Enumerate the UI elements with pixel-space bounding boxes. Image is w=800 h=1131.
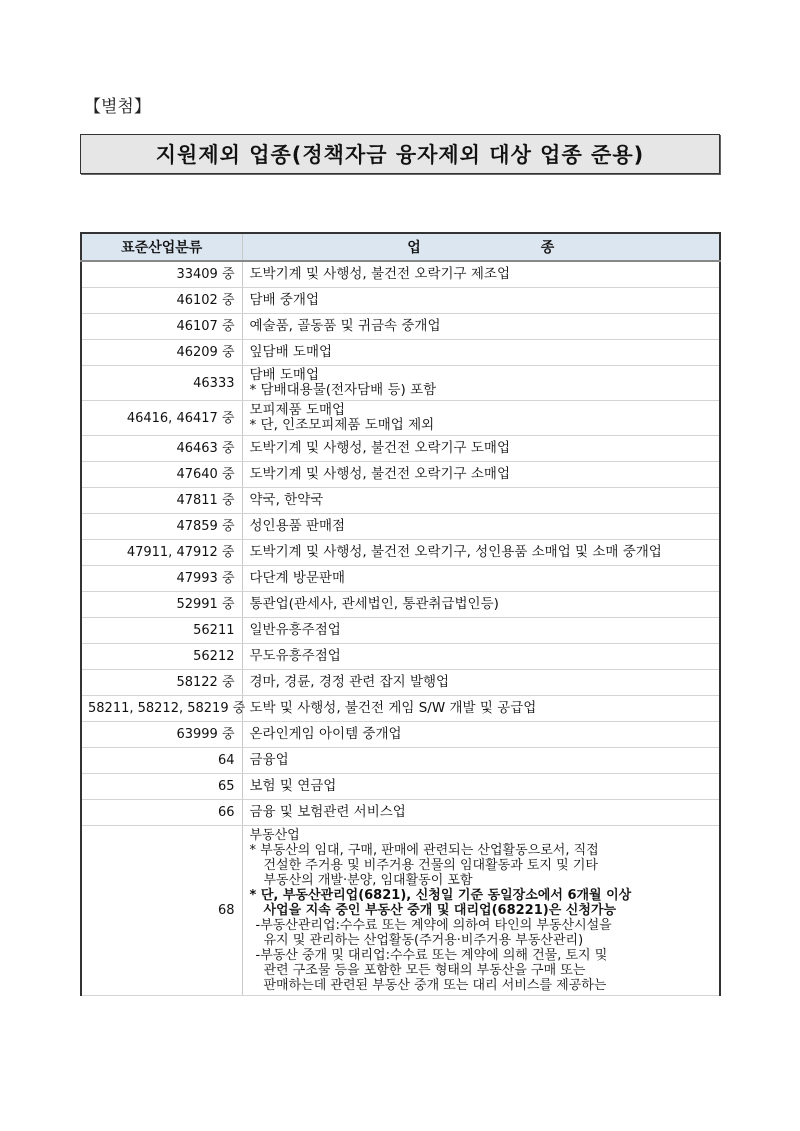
table-row bbox=[81, 288, 720, 314]
table-row bbox=[81, 644, 720, 670]
industry-code-cell: 47640 중 bbox=[81, 462, 242, 488]
table-row bbox=[81, 592, 720, 618]
industry-code-cell: 47911, 47912 중 bbox=[81, 540, 242, 566]
industry-description-cell bbox=[242, 774, 720, 800]
industry-description-cell bbox=[242, 618, 720, 644]
industry-description-cell bbox=[242, 826, 720, 996]
industry-note: 부동산의 개발·분양, 임대활동이 포함 bbox=[263, 873, 473, 888]
table-row bbox=[81, 261, 720, 288]
industry-code-cell: 56212 bbox=[81, 644, 242, 670]
industry-code-cell: 46463 중 bbox=[81, 436, 242, 462]
industry-description-cell bbox=[242, 722, 720, 748]
industry-exception-note: 사업을 지속 중인 부동산 중개 및 대리업(68221)은 신청가능 bbox=[263, 903, 617, 918]
table-row bbox=[81, 514, 720, 540]
industry-name: 도박기계 및 사행성, 불건전 오락기구 도매업 bbox=[249, 440, 510, 456]
industry-definition: 유지 및 관리하는 산업활동(주거용·비주거용 부동산관리) bbox=[263, 933, 584, 948]
header-industry-part2: 종 bbox=[540, 240, 555, 256]
industry-exception-note: * 단, 부동산관리업(6821), 신청일 기준 동일장소에서 6개월 이상 bbox=[249, 888, 632, 903]
industry-note: * 단, 인조모피제품 도매업 제외 bbox=[249, 417, 435, 433]
industry-name: 도박 및 사행성, 불건전 게임 S/W 개발 및 공급업 bbox=[249, 700, 537, 716]
industry-code-cell: 47811 중 bbox=[81, 488, 242, 514]
industry-name: 도박기계 및 사행성, 불건전 오락기구 제조업 bbox=[249, 266, 510, 282]
industry-description-cell bbox=[242, 800, 720, 826]
industry-code-cell: 68 bbox=[81, 826, 242, 996]
industry-name: 경마, 경륜, 경정 관련 잡지 발행업 bbox=[249, 674, 450, 690]
industry-definition: -부동산 중개 및 대리업:수수료 또는 계약에 의해 건물, 토지 및 bbox=[255, 948, 608, 963]
industry-description-cell bbox=[242, 288, 720, 314]
industry-note: 건설한 주거용 및 비주거용 건물의 임대활동과 토지 및 기타 bbox=[263, 858, 598, 873]
industry-code-cell: 66 bbox=[81, 800, 242, 826]
industry-definition: -부동산관리업:수수료 또는 계약에 의하여 타인의 부동산시설을 bbox=[255, 918, 612, 933]
industry-description-cell bbox=[242, 592, 720, 618]
table-row bbox=[81, 670, 720, 696]
industry-description-cell bbox=[242, 436, 720, 462]
table-row bbox=[81, 618, 720, 644]
table-row bbox=[81, 748, 720, 774]
table-row bbox=[81, 366, 720, 401]
industry-code-cell: 46333 bbox=[81, 366, 242, 401]
table-row bbox=[81, 314, 720, 340]
industry-definition: 관련 구조물 등을 포함한 모든 형태의 부동산을 구매 또는 bbox=[263, 963, 586, 978]
excluded-industries-table bbox=[80, 232, 721, 996]
document-title: 지원제외 업종(정책자금 융자제외 대상 업종 준용) bbox=[155, 143, 645, 167]
table-row bbox=[81, 401, 720, 436]
industry-description-cell bbox=[242, 401, 720, 436]
industry-name: 예술품, 골동품 및 귀금속 중개업 bbox=[249, 318, 441, 334]
industry-definition: 판매하는데 관련된 부동산 중개 또는 대리 서비스를 제공하는 bbox=[263, 978, 607, 993]
industry-name: 보험 및 연금업 bbox=[249, 778, 337, 794]
industry-name: 담배 중개업 bbox=[249, 292, 319, 308]
industry-description-cell bbox=[242, 261, 720, 288]
table-row bbox=[81, 540, 720, 566]
industry-description-cell bbox=[242, 314, 720, 340]
industry-description-cell bbox=[242, 488, 720, 514]
industry-code-cell: 58122 중 bbox=[81, 670, 242, 696]
industry-description-cell bbox=[242, 670, 720, 696]
table-row bbox=[81, 462, 720, 488]
table-row bbox=[81, 436, 720, 462]
industry-description-cell bbox=[242, 748, 720, 774]
industry-description-cell bbox=[242, 366, 720, 401]
industry-code-cell: 46416, 46417 중 bbox=[81, 401, 242, 436]
table-row bbox=[81, 488, 720, 514]
industry-name: 담배 도매업 bbox=[249, 367, 319, 383]
industry-name: 무도유흥주점업 bbox=[249, 648, 341, 664]
industry-code-cell: 58211, 58212, 58219 중 bbox=[81, 696, 242, 722]
industry-code-cell: 63999 중 bbox=[81, 722, 242, 748]
industry-name: 도박기계 및 사행성, 불건전 오락기구, 성인용품 소매업 및 소매 중개업 bbox=[249, 544, 662, 560]
industry-name: 통관업(관세사, 관세법인, 통관취급법인등) bbox=[249, 596, 499, 612]
industry-description-cell bbox=[242, 462, 720, 488]
table-row bbox=[81, 800, 720, 826]
table-row bbox=[81, 722, 720, 748]
header-industry-code: 표준산업분류 bbox=[81, 233, 242, 261]
industry-name: 금융업 bbox=[249, 752, 289, 768]
industry-description-cell bbox=[242, 514, 720, 540]
industry-description-cell bbox=[242, 540, 720, 566]
industry-name: 성인용품 판매점 bbox=[249, 518, 346, 534]
industry-name: 일반유흥주점업 bbox=[249, 622, 341, 638]
industry-code-cell: 46107 중 bbox=[81, 314, 242, 340]
industry-note: * 부동산의 임대, 구매, 판매에 관련되는 산업활동으로서, 직접 bbox=[249, 843, 599, 858]
industry-name: 부동산업 bbox=[249, 828, 300, 843]
industry-code-cell: 47993 중 bbox=[81, 566, 242, 592]
industry-code-cell: 46209 중 bbox=[81, 340, 242, 366]
industry-description-cell bbox=[242, 644, 720, 670]
industry-description-cell bbox=[242, 340, 720, 366]
industry-code-cell: 47859 중 bbox=[81, 514, 242, 540]
table-row bbox=[81, 340, 720, 366]
industry-code-cell: 65 bbox=[81, 774, 242, 800]
industry-description-cell bbox=[242, 566, 720, 592]
industry-name: 약국, 한약국 bbox=[249, 492, 324, 508]
industry-name: 모피제품 도매업 bbox=[249, 402, 346, 418]
table-row bbox=[81, 566, 720, 592]
industry-name: 잎담배 도매업 bbox=[249, 344, 333, 360]
industry-code-cell: 56211 bbox=[81, 618, 242, 644]
header-industry-part1: 업 bbox=[407, 240, 421, 256]
table-row-real-estate bbox=[81, 826, 720, 996]
table-header-row bbox=[81, 233, 720, 261]
industry-code-cell: 33409 중 bbox=[81, 261, 242, 288]
industry-note: * 담배대용물(전자담배 등) 포함 bbox=[249, 382, 437, 398]
industry-code-cell: 46102 중 bbox=[81, 288, 242, 314]
industry-description-cell bbox=[242, 696, 720, 722]
industry-name: 온라인게임 아이템 중개업 bbox=[249, 726, 402, 742]
industry-code-cell: 52991 중 bbox=[81, 592, 242, 618]
table-row bbox=[81, 774, 720, 800]
header-industry bbox=[242, 233, 720, 261]
attachment-label: 【별첨】 bbox=[84, 97, 151, 117]
title-box bbox=[80, 134, 720, 174]
industry-name: 도박기계 및 사행성, 불건전 오락기구 소매업 bbox=[249, 466, 510, 482]
industry-name: 금융 및 보험관련 서비스업 bbox=[249, 804, 406, 820]
table-row bbox=[81, 696, 720, 722]
industry-code-cell: 64 bbox=[81, 748, 242, 774]
industry-name: 다단계 방문판매 bbox=[249, 570, 346, 586]
